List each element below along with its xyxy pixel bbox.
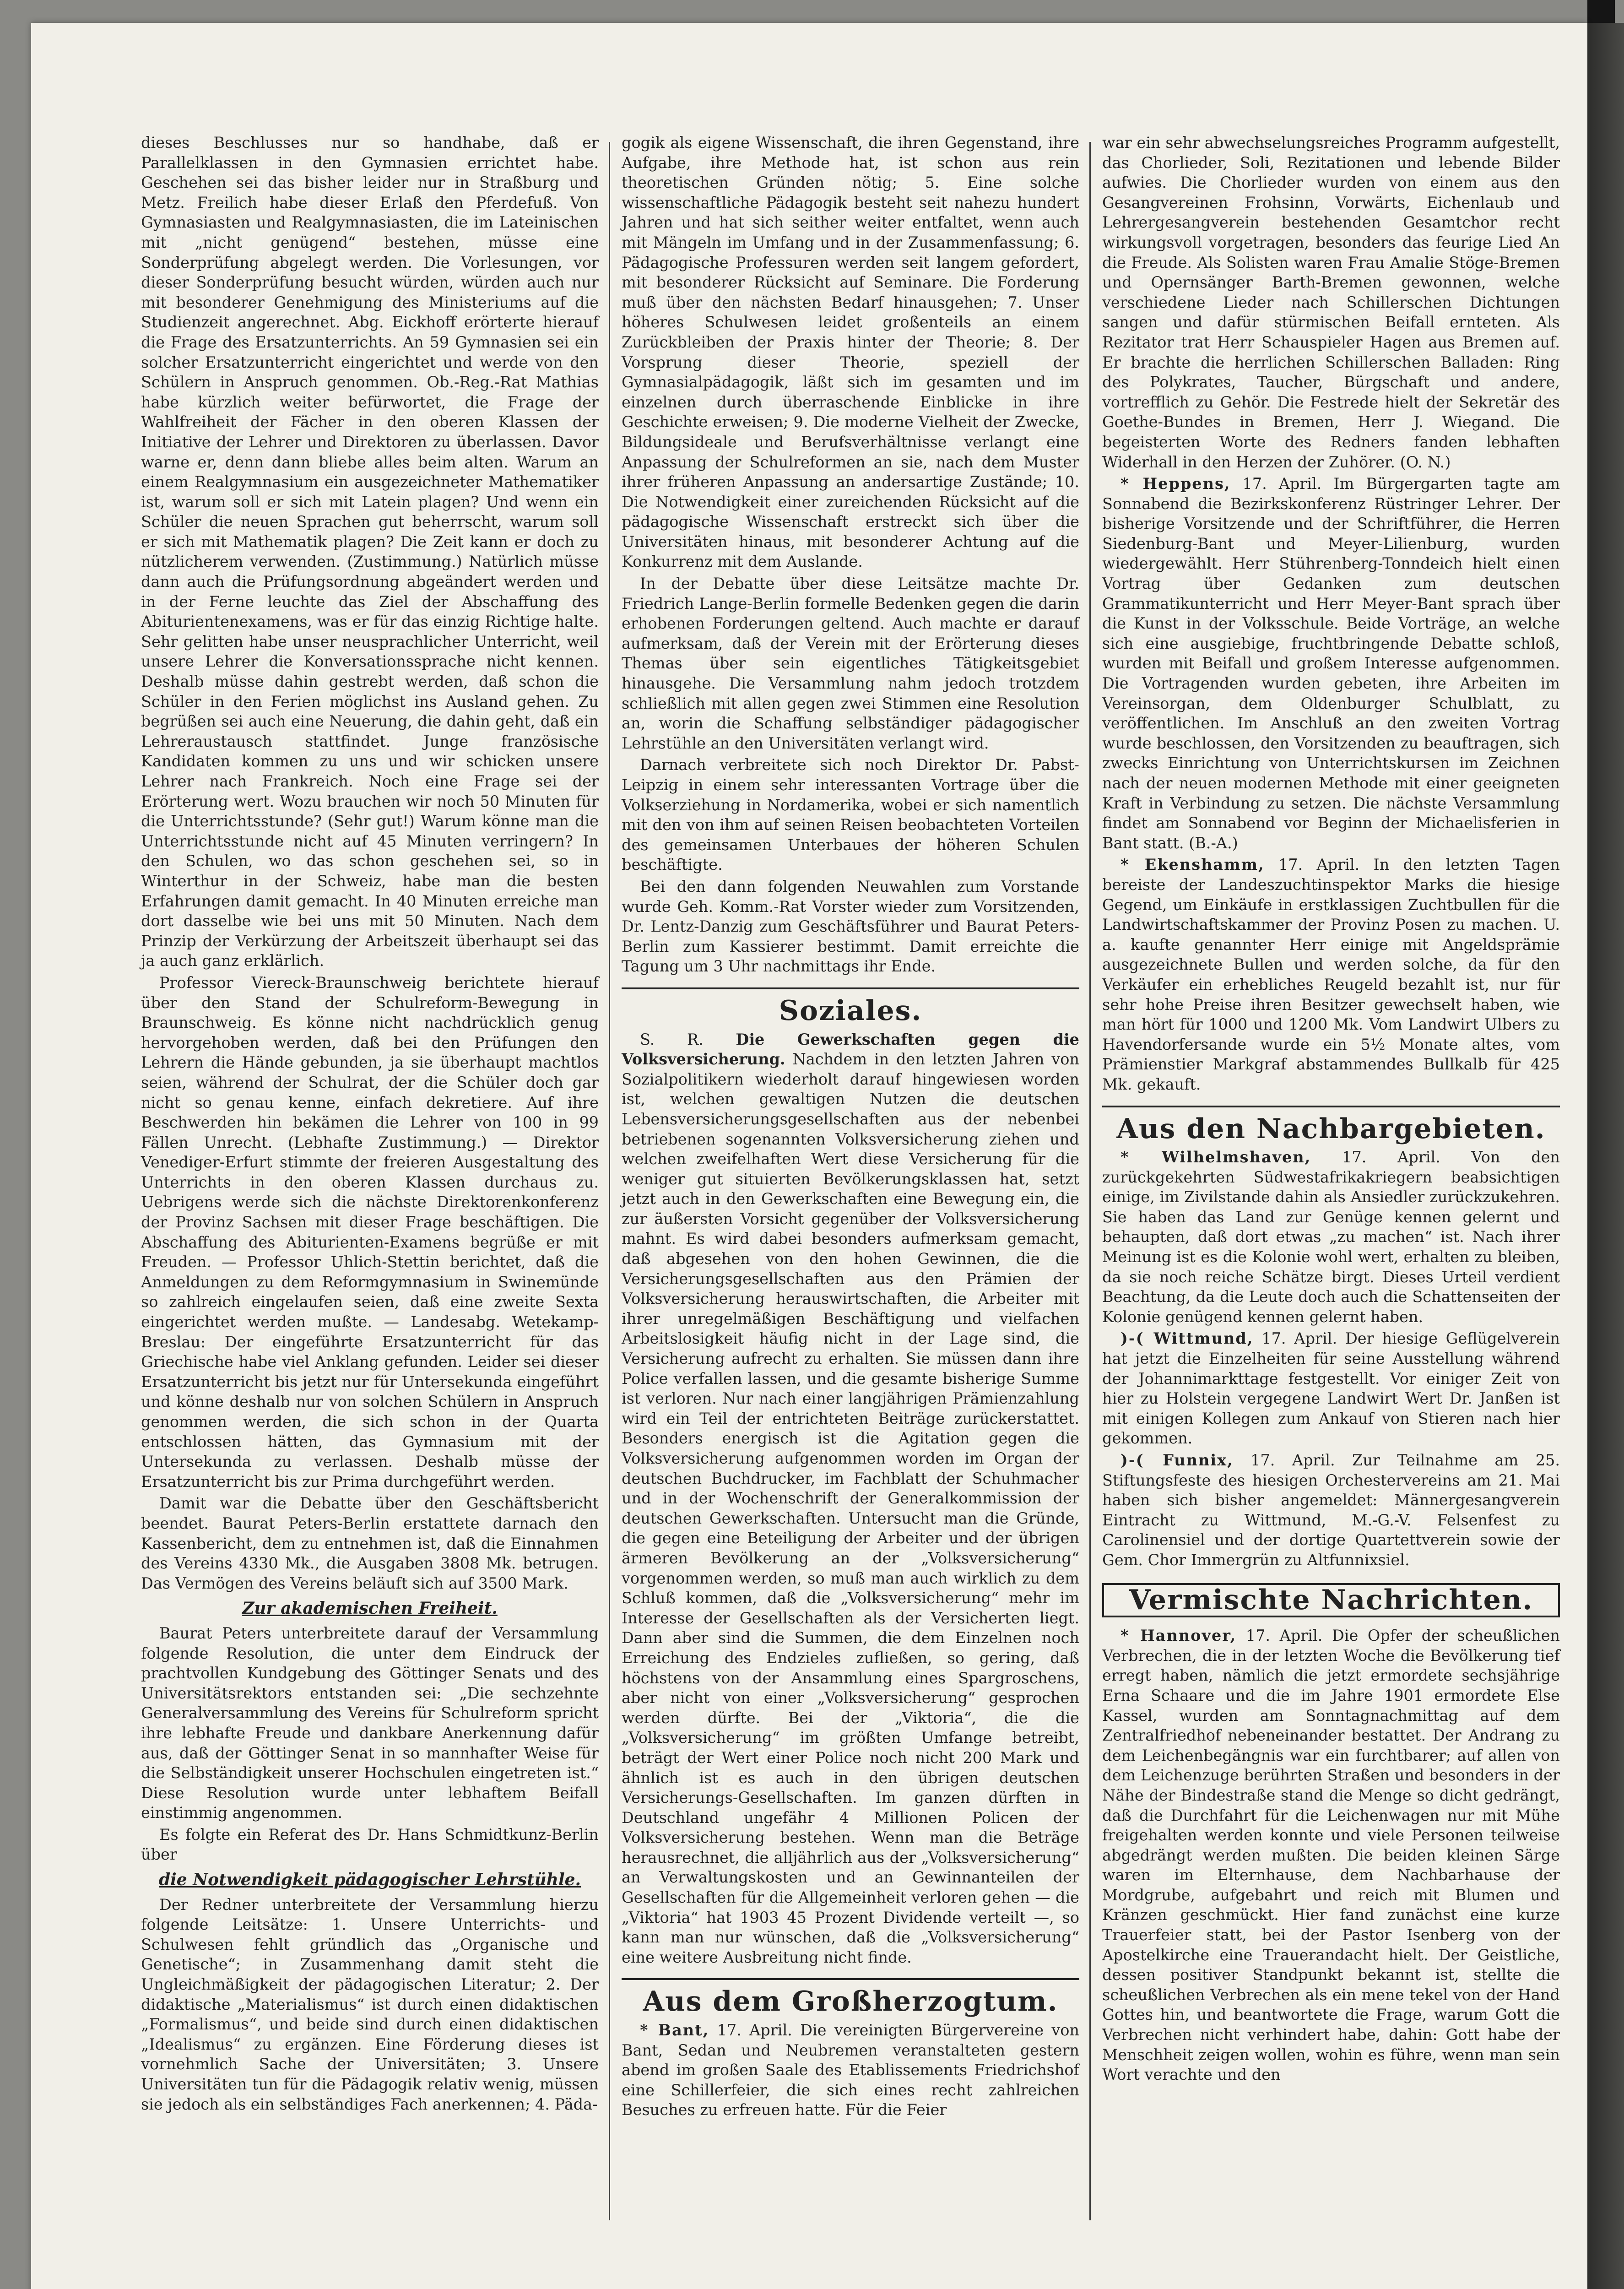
dateline: * Heppens, [1121, 475, 1231, 493]
article-text: 17. April. Die Opfer der scheußlichen Verbrechen, die in der letzten Woche die Bevölkerung tief erregt haben, nämlich die jetzt ermordete sechsjährige Erna Schaare und die im Jahre 1901 ermordete Else Kassel, wurden am Sonntagnachmittag auf dem Zentralfriedhof nebeneinander bestattet. Der Andrang zu dem Leichenbegängnis war ein furchtbarer; auf allen von dem Leichenzuge berührten Straßen und besonders in der Nähe der Bindestraße stand die Menge so dicht gedrängt, daß die Durchfahrt für die Leichenwagen nur mit Mühe freigehalten werden konnte und viele Personen teilweise abgedrängt werden mußten. Die beiden kleinen Särge waren im Elternhause, dem Nachbarhause der Mordgrube, aufgebahrt und reich mit Blumen und Kränzen geschmückt. Hier fand zunächst eine kurze Trauerfeier statt, bei der Pastor Isenberg von der Apostelkirche eine Trauerandacht hielt. Der Geistliche, dessen positiver Standpunkt bekannt ist, stellte die scheußlichen Verbrechen als ein mene tekel von der Hand Gottes hin, und beantwortete die Frage, warum Gott die Verbrechen nicht verhindert habe, dahin: Gott habe der Menschheit zeigen wollen, wohin es führe, wenn man sein Wort verachte und den [1102, 1627, 1560, 2084]
article-text: Damit war die Debatte über den Geschäftsbericht beendet. Baurat Peters-Berlin erstattete darnach den Kassenbericht, dem zu entnehmen ist, daß die Einnahmen des Vereins 4330 Mk., die Ausgaben 3808 Mk. betrugen. Das Vermögen des Vereins beläuft sich auf 3500 Mark. [141, 1494, 599, 1592]
article-text: Bei den dann folgenden Neuwahlen zum Vorstande wurde Geh. Komm.-Rat Vorster wieder zum Vorsitzenden, Dr. Lentz-Danzig zum Geschäftsführer und Baurat Peters-Berlin zum Kassierer bestimmt. Damit erreichte die Tagung um 3 Uhr nachmittags ihr Ende. [622, 877, 1079, 976]
dateline: )-( Wittmund, [1121, 1329, 1254, 1348]
article-title: Die Gewerkschaften gegen die Volksversicherung. [622, 1030, 1079, 1069]
article-text: 17. April. Der hiesige Geflügelverein hat jetzt die Einzelheiten für seine Ausstellung während der Johannimarkttage festgestellt. Vor einiger Zeit von hier zu Holstein vergegene Landwirt Wert Dr. Janßen ist mit einigen Kollegen zum Ankauf von Stieren nach hier gekommen. [1102, 1329, 1560, 1448]
dateline: * Bant, [640, 2021, 709, 2039]
dateline: * Hannover, [1121, 1627, 1237, 1645]
article-text: Professor Viereck-Braunschweig berichtete hierauf über den Stand der Schulreform-Bewegung in Braunschweig. Es könne nicht nachdrücklich genug hervorgehoben werden, daß bei den Prüfungen den Lehrern die Hände gebunden, ja sie überhaupt machtlos seien, während der Schulrat, der die Schüler doch gar nicht so genau kenne, einfach dekretiere. Auf ihre Beschwerden hin bekämen die Lehrer von 100 in 99 Fällen Unrecht. (Lebhafte Zustimmung.) — Direktor Venediger-Erfurt stimmte der freieren Ausgestaltung des Unterrichts in den oberen Klassen durchaus zu. Uebrigens werde sich die nächste Direktorenkonferenz der Provinz Sachsen mit dieser Frage beschäftigen. Die Abschaffung des Abiturienten-Examens begrüße er mit Freuden. — Professor Uhlich-Stettin berichtet, daß die Anmeldungen zu dem Reformgymnasium in Swinemünde so zahlreich eingelaufen seien, daß eine zweite Sexta eingerichtet werden mußte. — Landesabg. Wetekamp-Breslau: Der eingeführte Ersatzunterricht für das Griechische habe viel Anklang gefunden. Leider sei dieser Ersatzunterricht bis jetzt nur für Untersekunda eingeführt und könne deshalb nur von solchen Schülern in Anspruch genommen werden, die sich schon in der Quarta entschlossen hätten, das Gymnasium mit der Untersekunda zu verlassen. Deshalb müsse der Ersatzunterricht bis zur Prima durchgeführt werden. [141, 973, 599, 1491]
article-text: 17. April. In den letzten Tagen bereiste der Landeszuchtinspektor Marks die hiesige Gegend, um Einkäufe in erstklassigen Zuchtbullen für die Landwirtschaftskammer der Provinz Posen zu machen. U. a. kaufte genannter Herr einige mit Angeldsprämie ausgezeichnete Bullen und werden solche, da für den Verkäufer ein erhebliches Reugeld bezahlt ist, nur für sehr hohe Preise ihren Besitzer gewechselt haben, wie man hört für 1000 und 1200 Mk. Vom Landwirt Ulbers zu Havendorfersande wurde ein 5½ Monate altes, vom Prämienstier Markgraf abstammendes Bullkalb für 425 Mk. gekauft. [1102, 856, 1560, 1093]
article-text: Der Redner unterbreitete der Versammlung hierzu folgende Leitsätze: 1. Unsere Unterrichts- und Schulwesen fehlt gründlich das „Organische und Genetische“; in Zusammenhang damit steht die Ungleichmäßigkeit der pädagogischen Literatur; 2. Der didaktische „Materialismus“ ist durch einen didaktischen „Formalismus“, und beide sind durch einen didaktischen „Idealismus“ zu ergänzen. Eine Förderung dieses ist vornehmlich Sache der Universitäten; 3. Unsere Universitäten tun für die Pädagogik relativ wenig, müssen sie jedoch als ein selbständiges Fach anerkennen; 4. Päda- [141, 1895, 599, 2113]
column-rule-2 [1089, 142, 1091, 2220]
column-3 [1102, 133, 1560, 2087]
dateline: * Ekenshamm, [1121, 856, 1265, 874]
section-heading: Soziales. [622, 987, 1079, 1021]
article-text: In der Debatte über diese Leitsätze machte Dr. Friedrich Lange-Berlin formelle Bedenken gegen die darin erhobenen Forderungen geltend. Auch machte er darauf aufmerksam, daß der Verein mit der Erörterung dieses Themas über sein eigentliches Tätigkeitsgebiet hinausgehe. Die Versammlung nahm jedoch trotzdem schließlich mit allen gegen zwei Stimmen eine Resolution an, worin die Schaffung selbständiger pädagogischer Lehrstühle an den Universitäten verlangt wird. [622, 575, 1079, 752]
newspaper-page [31, 23, 1587, 2289]
article-text: war ein sehr abwechselungsreiches Programm aufgestellt, das Chorlieder, Soli, Rezitationen und lebende Bilder aufwies. Die Chorlieder wurden von einem aus den Gesangvereinen Frohsinn, Vorwärts, Eichenlaub und Lehrergesangverein bestehenden Gesamtchor recht wirkungsvoll vorgetragen, besonders das feurige Lied An die Freude. Als Solisten waren Frau Amalie Stöge-Bremen und Opernsänger Barth-Bremen gewonnen, welche verschiedene Lieder nach Schillerschen Dichtungen sangen und dafür stürmischen Beifall ernteten. Als Rezitator trat Herr Schauspieler Hagen aus Bremen auf. Er brachte die herrlichen Schillerschen Balladen: Ring des Polykrates, Taucher, Bürgschaft und andere, vortrefflich zu Gehör. Die Festrede hielt der Sekretär des Goethe-Bundes in Bremen, Herr J. Wiegand. Die begeisterten Worte des Redners fanden lebhaften Widerhall in den Herzen der Zuhörer. (O. N.) [1102, 134, 1560, 471]
article-text: 17. April. Die vereinigten Bürgervereine von Bant, Sedan und Neubremen veranstalteten gestern abend im großen Saale des Etablissements Friedrichshof eine Schillerfeier, die sich eines recht zahlreichen Besuches zu erfreuen hatte. Für die Feier [622, 2021, 1080, 2119]
article-text: 17. April. Zur Teilnahme am 25. Stiftungsfeste des hiesigen Orchestervereins am 21. Mai haben sich bisher angemeldet: Männergesangverein Eintracht zu Wittmund, M.-G.-V. Felsenfest zu Carolinensiel und der dortige Quartettverein sowie der Gem. Chor Immergrün zu Altfunnixsiel. [1102, 1451, 1560, 1569]
dateline: * Wilhelmshaven, [1121, 1148, 1311, 1166]
article-text: gogik als eigene Wissenschaft, die ihren Gegenstand, ihre Aufgabe, ihre Methode hat, ist schon aus rein theoretischen Gründen nötig; 5. Eine solche wissenschaftliche Pädagogik besteht seit nahezu hundert Jahren und hat sich seither weiter entfaltet, wenn auch mit Mängeln im Umfang und in der Zusammenfassung; 6. Pädagogische Professuren werden seit langem gefordert, mit besonderer Rücksicht auf Seminare. Die Forderung muß über den nächsten Bedarf hinausgehen; 7. Unser höheres Schulwesen leidet großenteils an einem Zurückbleiben der Praxis hinter der Theorie; 8. Der Vorsprung dieser Theorie, speziell der Gymnasialpädagogik, läßt sich im gesamten und im einzelnen durch überraschende Einblicke in ihre Geschichte erweisen; 9. Die moderne Vielheit der Zwecke, Bildungsideale und Berufsverhältnisse verlangt eine Anpassung der Schulreformen an sie, nach dem Muster ihrer früheren Anpassung an andersartige Zustände; 10. Die Notwendigkeit einer zureichenden Rücksicht auf die pädagogische Wissenschaft erstreckt sich über die Universitäten hinaus, mit besonderer Achtung auf die Konkurrenz mit dem Auslande. [622, 134, 1079, 571]
article-lead: S. R. [640, 1030, 704, 1048]
article-text: Es folgte ein Referat des Dr. Hans Schmidtkunz-Berlin über [141, 1825, 599, 1864]
page-edge-shadow [1587, 23, 1624, 2289]
article-text: Baurat Peters unterbreitete darauf der Versammlung folgende Resolution, die unter dem Eindruck der prachtvollen Kundgebung des Göttinger Senats und des Universitätsrektors entstanden sei: „Die sechzehnte Generalversammlung des Vereins für Schulreform spricht ihre lebhafte Freude und dankbare Anerkennung dafür aus, daß der Göttinger Senat in so mannhafter Weise für die Selbständigkeit unserer Hochschulen eingetreten ist.“ Diese Resolution wurde unter lebhaftem Beifall einstimmig angenommen. [141, 1624, 599, 1822]
article-text: 17. April. Im Bürgergarten tagte am Sonnabend die Bezirkskonferenz Rüstringer Lehrer. Der bisherige Vorsitzende und der Schriftführer, die Herren Siedenburg-Bant und Meyer-Lilienburg, wurden wiedergewählt. Herr Stührenberg-Tonndeich hielt einen Vortrag über Gedanken zum deutschen Grammatikunterricht und Herr Meyer-Bant sprach über die Kunst in der Volksschule. Beide Vorträge, an welche sich eine ausgiebige, fruchtbringende Debatte schloß, wurden mit Beifall und großem Interesse aufgenommen. Die Vortragenden wurden gebeten, ihre Arbeiten im Vereinsorgan, dem Oldenburger Schulblatt, zu veröffentlichen. Im Anschluß an den zweiten Vortrag wurde beschlossen, den Vorsitzenden zu beauftragen, sich zwecks Einrichtung von Unterrichtskursen im Zeichnen nach der neuen modernen Methode mit einer geeigneten Kraft in Verbindung zu setzen. Die nächste Versammlung findet am Sonnabend vor Beginn der Michaelisferien in Bant statt. (B.-A.) [1102, 475, 1560, 852]
article-text: 17. April. Von den zurückgekehrten Südwestafrikakriegern beabsichtigen einige, im Zivilstande dahin als Ansiedler zurückzukehren. Sie haben das Land zur Genüge kennen gelernt und behaupten, daß dort etwas „zu machen“ ist. Nach ihrer Meinung ist es die Kolonie wohl wert, erhalten zu bleiben, da sie noch reiche Schätze birgt. Dieses Urteil verdient Beachtung, da die Leute doch auch die Schattenseiten der Kolonie genügend kennen gelernt haben. [1102, 1148, 1560, 1326]
subheading: die Notwendigkeit pädagogischer Lehrstühle. [158, 1870, 581, 1890]
column-rule-1 [609, 142, 610, 2220]
subheading: Zur akademischen Freiheit. [242, 1599, 498, 1618]
article-text: Darnach verbreitete sich noch Direktor Dr. Pabst-Leipzig in einem sehr interessanten Vortrage über die Volkserziehung in Nordamerika, wobei er sich namentlich mit den von ihm auf seinen Reisen beobachteten Vorteilen des gemeinsamen Unterbaues der höheren Schulen beschäftigte. [622, 756, 1079, 874]
article-text: dieses Beschlusses nur so handhabe, daß er Parallelklassen in den Gymnasien errichtet habe. Geschehen sei das bisher leider nur in Straßburg und Metz. Freilich habe dieser Erlaß den Pferdefuß. Von Gymnasiasten und Realgymnasiasten, die im Lateinischen mit „nicht genügend“ bestehen, müsse eine Sonderprüfung abgelegt werden. Die Vorlesungen, vor dieser Sonderprüfung besucht würden, würden auch nur mit besonderer Genehmigung des Ministeriums auf die Studienzeit angerechnet. Abg. Eickhoff erörterte hierauf die Frage des Ersatzunterrichts. An 59 Gymnasien sei ein solcher Ersatzunterricht eingerichtet und werde von den Schülern in Anspruch genommen. Ob.-Reg.-Rat Mathias habe kürzlich weiter befürwortet, die Frage der Wahlfreiheit der Fächer in den oberen Klassen der Initiative der Lehrer und Direktoren zu überlassen. Davor warne er, denn dann bliebe alles beim alten. Warum an einem Realgymnasium ein ausgezeichneter Mathematiker ist, warum soll er sich mit Latein plagen? Und wenn ein Schüler die neuen Sprachen gut beherrscht, warum soll er sich mit Mathematik plagen? Die Zeit kann er doch zu nützlicherem verwenden. (Zustimmung.) Natürlich müsse dann auch die Prüfungsordnung abgeändert werden und in der Ferne leuchte das Ziel der Abschaffung des Abiturientenexamens, was er für das einzig Richtige halte. Sehr gelitten habe unser neusprachlicher Unterricht, weil unsere Lehrer die Konversationssprache nicht kennen. Deshalb müsse dahin gestrebt werden, daß schon die Schüler in den Ferien möglichst ins Ausland gehen. Zu begrüßen sei auch eine Neuerung, die dahin geht, daß ein Lehreraustausch stattfindet. Junge französische Kandidaten kommen zu uns und wir schicken unsere Lehrer nach Frankreich. Noch eine Frage sei der Erörterung wert. Wozu brauchen wir noch 50 Minuten für die Unterrichtsstunde? (Sehr gut!) Warum könne man die Unterrichtsstunde nicht auf 45 Minuten verringern? In den Schulen, wo das schon geschehen sei, so in Winterthur in der Schweiz, habe man die besten Erfahrungen damit gemacht. In 40 Minuten erreiche man dort dasselbe wie bei uns mit 50 Minuten. Nach dem Prinzip der Verkürzung der Arbeitszeit überhaupt sei das ja auch ganz erklärlich. [141, 134, 599, 970]
section-heading: Aus den Nachbargebieten. [1102, 1106, 1560, 1139]
article-text: Nachdem in den letzten Jahren von Sozialpolitikern wiederholt darauf hingewiesen worden ist, welchen gewaltigen Nutzen die deutschen Lebensversicherungsgesellschaften aus der nebenbei betriebenen sogenannten Volksversicherung ziehen und welchen zweifelhaften Wert diese Versicherung für die weniger gut situierten Bevölkerungsklassen hat, setzt jetzt auch in den Gewerkschaften eine Bewegung ein, die zur äußersten Vorsicht gegenüber der Volksversicherung mahnt. Es wird dabei besonders aufmerksam gemacht, daß abgesehen von den hohen Gewinnen, die die Versicherungsgesellschaften aus den Prämien der Volksversicherung herauswirtschaften, die Arbeiter mit ihrer unregelmäßigen Beschäftigung und vielfachen Arbeitslosigkeit häufig nicht in der Lage sind, die Versicherung aufrecht zu erhalten. Sie müssen dann ihre Police verfallen lassen, und die gesamte bisherige Summe ist verloren. Nur nach einer langjährigen Prämienzahlung wird ein Teil der entrichteten Beiträge zurückerstattet. Besonders energisch ist die Agitation gegen die Volksversicherung aufgenommen worden im Organ der deutschen Buchdrucker, im Fachblatt der Schuhmacher und in der Wochenschrift der Generalkommission der deutschen Gewerkschaften. Untersucht man die Gründe, die gegen eine Beteiligung der Arbeiter und der übrigen ärmeren Bevölkerung an der „Volksversicherung“ vorgenommen werden, so muß man auch wirklich zu dem Schluß kommen, daß die „Volksversicherung“ mehr im Interesse der Gesellschaften als der Versicherten liegt. Dann aber sind die Summen, die dem Einzelnen noch Erreichung des Endzieles zufließen, so gering, daß höchstens von der Ansammlung eines Spargroschens, aber nicht von einer „Volksversicherung“ gesprochen werden dürfte. Bei der „Viktoria“, die die „Volksversicherung“ im größten Umfange betreibt, beträgt der Wert einer Police noch nicht 200 Mark und ähnlich ist es auch in den übrigen deutschen Versicherungs-Gesellschaften. Im ganzen dürften in Deutschland ungefähr 4 Millionen Policen der Volksversicherung bestehen. Wenn man die Beträge herausrechnet, die alljährlich aus der „Volksversicherung“ an Verwaltungskosten und an Gewinnanteilen der Gesellschaften für die Allgemeinheit verloren gehen — die „Viktoria“ hat 1903 45 Prozent Dividende verteilt —, so kann man nur wünschen, daß die „Volksversicherung“ eine weitere Ausbreitung nicht finde. [622, 1050, 1079, 1966]
section-heading: Vermischte Nachrichten. [1102, 1583, 1560, 1618]
column-2 [622, 133, 1079, 2122]
column-1 [141, 133, 599, 2116]
dateline: )-( Funnix, [1121, 1451, 1234, 1469]
section-heading: Aus dem Großherzogtum. [622, 1978, 1079, 2012]
